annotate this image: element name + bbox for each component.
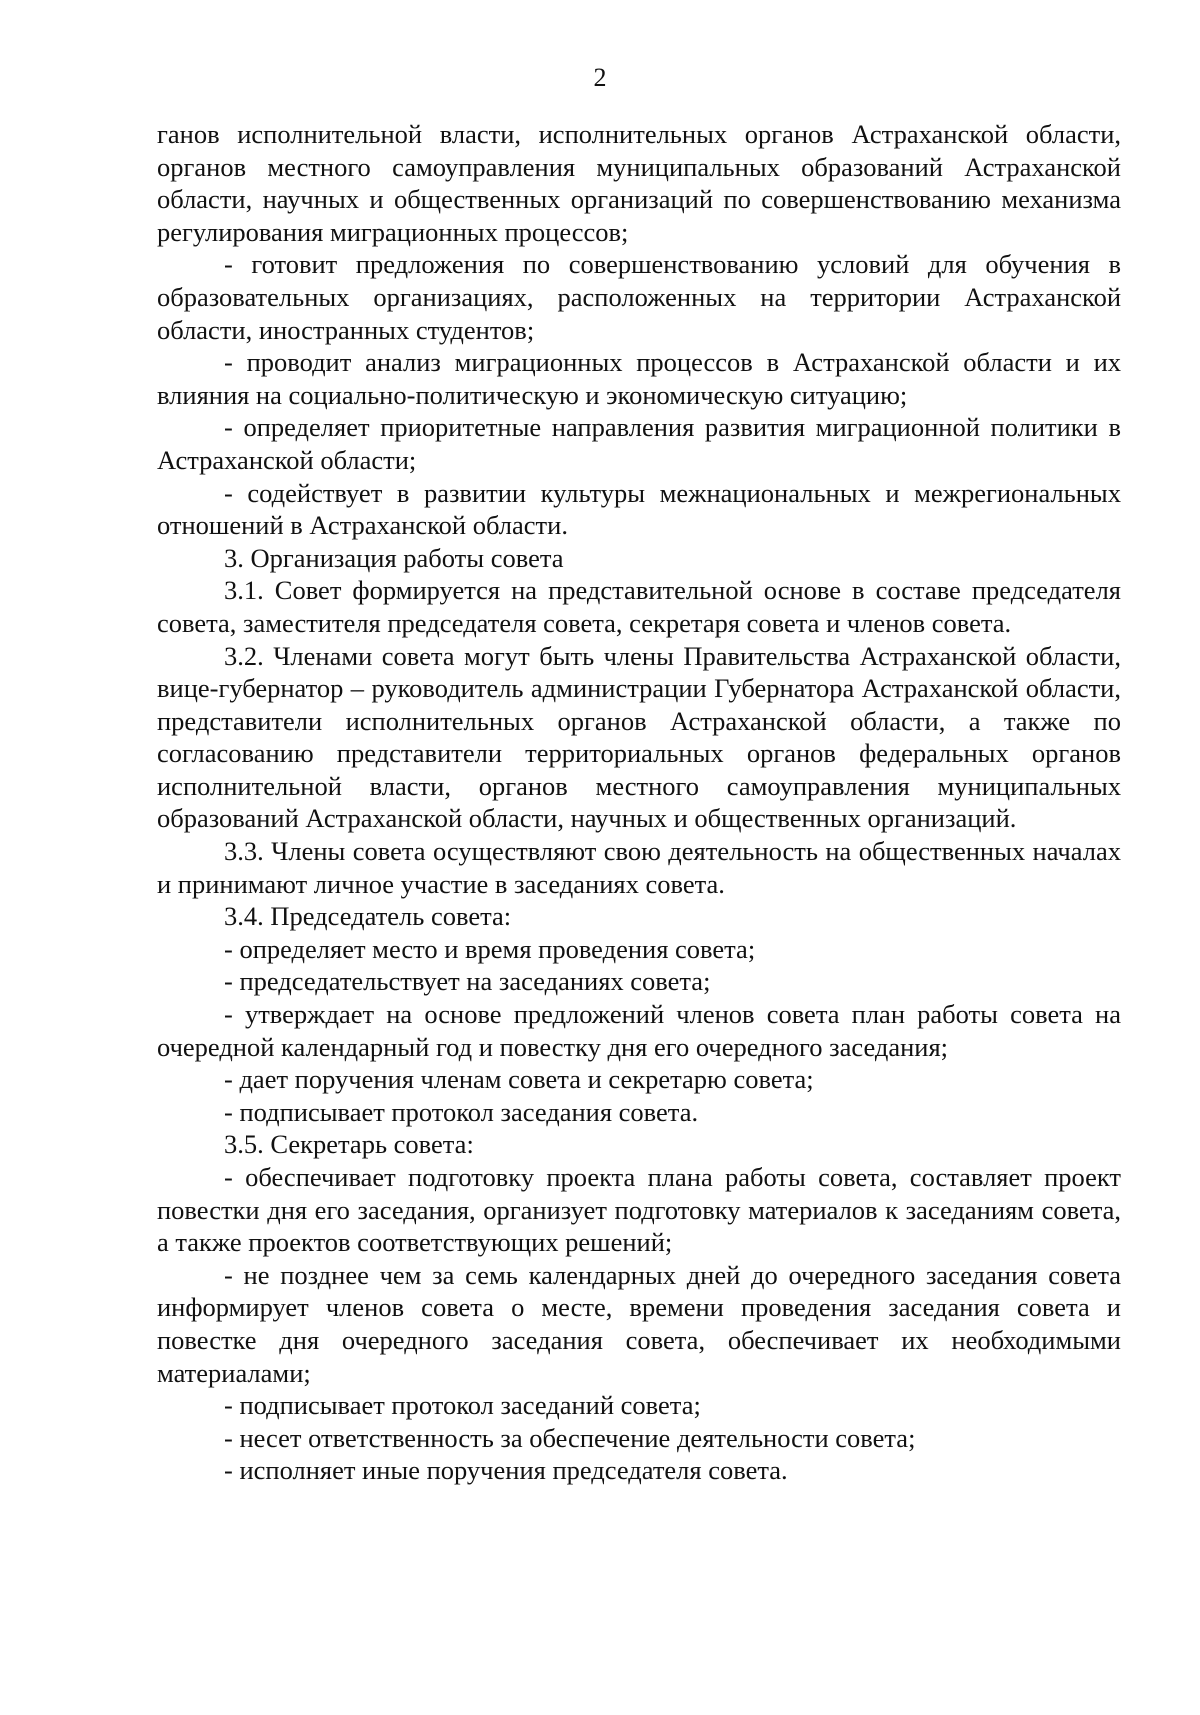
document-body — [157, 118, 1121, 1487]
list-item: - содействует в развитии культуры межнациональных и межрегиональных отношений в Астраханской области. — [157, 477, 1121, 541]
list-item: - подписывает протокол заседания совета. — [224, 1096, 699, 1127]
list-item: - дает поручения членам совета и секретарю совета; — [224, 1064, 814, 1095]
list-item: - не позднее чем за семь календарных дней до очередного заседания совета информирует членов совета о месте, времени проведения заседания совета и повестке дня очередного заседания совета, обеспечивает их необходимыми материалами; — [157, 1259, 1121, 1388]
paragraph-continuation: ганов исполнительной власти, исполнительных органов Астраханской области, органов местного самоуправления муниципальных образований Астраханской области, научных и общественных организаций по совершенствованию механизма регулирования миграционных процессов; — [157, 119, 1121, 247]
list-item: - исполняет иные поручения председателя совета. — [224, 1455, 788, 1486]
clause-3-5: 3.5. Секретарь совета: — [224, 1129, 474, 1160]
list-item: - определяет место и время проведения совета; — [224, 933, 756, 964]
clause-3-2: 3.2. Членами совета могут быть члены Правительства Астраханской области, вице-губернатор – руководитель администрации Губернатора Астраханской области, представители исполнительных органов Астраханской области, а также по согласованию представители территориальных органов федеральных органов исполнительной власти, органов местного самоуправления муниципальных образований Астраханской области, научных и общественных организаций. — [157, 640, 1121, 834]
page-number: 2 — [593, 63, 607, 92]
list-item: - проводит анализ миграционных процессов в Астраханской области и их влияния на социально-политическую и экономическую ситуацию; — [157, 347, 1121, 410]
clause-3-4: 3.4. Председатель совета: — [224, 901, 512, 932]
list-item: - готовит предложения по совершенствованию условий для обучения в образовательных организациях, расположенных на территории Астраханской области, иностранных студентов; — [157, 249, 1121, 345]
list-item: - утверждает на основе предложений членов совета план работы совета на очередной календарный год и повестку дня его очередного заседания; — [157, 999, 1121, 1062]
list-item: - председательствует на заседаниях совета; — [224, 966, 711, 997]
clause-3-3: 3.3. Члены совета осуществляют свою деятельность на общественных началах и принимают личное участие в заседаниях совета. — [157, 836, 1121, 899]
list-item: - подписывает протокол заседаний совета; — [224, 1390, 701, 1421]
list-item: - обеспечивает подготовку проекта плана работы совета, составляет проект повестки дня его заседания, организует подготовку материалов к заседаниям совета, а также проектов соответствующих решений; — [157, 1162, 1121, 1258]
clause-3-1: 3.1. Совет формируется на представительной основе в составе председателя совета, заместителя председателя совета, секретаря совета и членов совета. — [157, 575, 1121, 638]
section-heading: 3. Организация работы совета — [224, 542, 564, 573]
list-item: - несет ответственность за обеспечение деятельности совета; — [224, 1422, 916, 1453]
list-item: - определяет приоритетные направления развития миграционной политики в Астраханской области; — [157, 412, 1121, 475]
